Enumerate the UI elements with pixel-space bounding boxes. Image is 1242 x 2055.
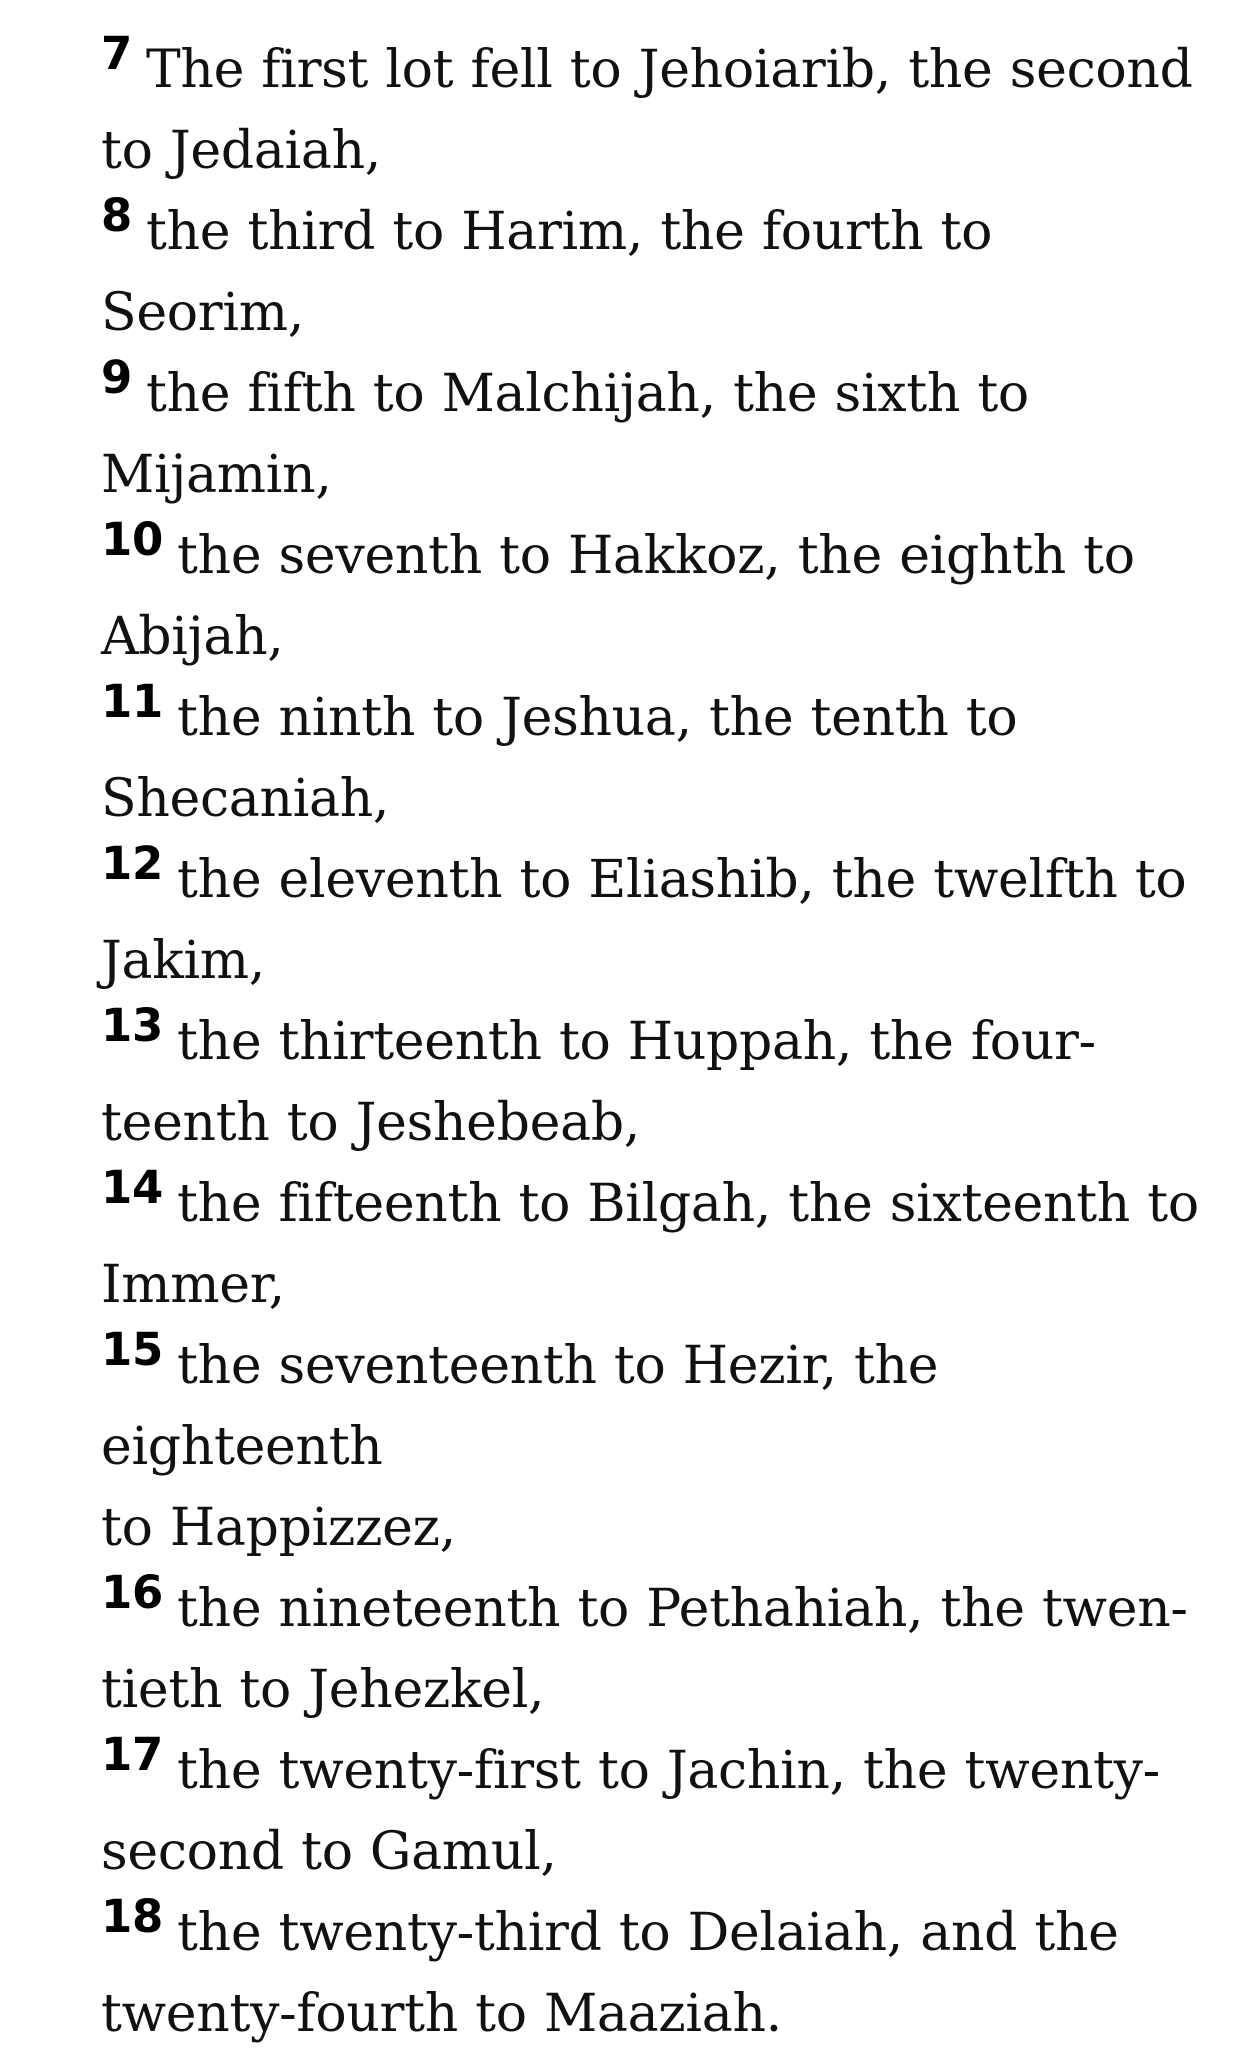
verse-12 [101,837,1201,1002]
verse-line: tieth to Jehezkel, [101,1660,545,1720]
scripture-reader [101,27,1201,2055]
verse-line: the eleventh to Eliashib, the twelfth to [177,850,1187,910]
verse-14 [101,1161,1201,1326]
verse-number: 10 [101,513,164,566]
verse-15 [101,1323,1201,1569]
verse-line: the twenty-first to Jachin, the twenty- [177,1741,1160,1801]
verse-8 [101,189,1201,354]
verse-number: 9 [101,351,133,404]
verse-line: teenth to Jeshebeab, [101,1093,641,1153]
verse-line: to Happizzez, [101,1498,456,1558]
verse-line: the seventh to Hakkoz, the eighth to [177,526,1135,586]
verse-13 [101,999,1201,1164]
verse-number: 14 [101,1161,164,1214]
verse-number: 16 [101,1566,164,1619]
verse-line: the fifth to Malchijah, the sixth to [146,364,1029,424]
verse-7 [101,27,1201,192]
verse-10 [101,513,1201,678]
verse-line: Immer, [101,1255,285,1315]
verse-number: 13 [101,999,164,1052]
verse-line: the thirteenth to Huppah, the four- [177,1012,1096,1072]
verse-line: the third to Harim, the fourth to Seorim, [101,202,993,343]
verse-number: 17 [101,1728,164,1781]
verse-18 [101,1890,1201,2055]
verse-11 [101,675,1201,840]
verse-number: 7 [101,27,133,80]
verse-line: the seventeenth to Hezir, the eighteenth [101,1336,939,1477]
verse-line: The first lot fell to Jehoiarib, the second [146,40,1193,100]
verse-line: Jakim, [101,931,266,991]
verse-line: to Jedaiah, [101,121,381,181]
verse-line: the twenty-third to Delaiah, and the [177,1903,1119,1963]
verse-number: 12 [101,837,164,890]
verse-17 [101,1728,1201,1893]
verse-line: twenty-fourth to Maaziah. [101,1984,782,2044]
verse-line: the ninth to Jeshua, the tenth to [177,688,1018,748]
verse-line: Mijamin, [101,445,332,505]
verse-line: Abijah, [101,607,284,667]
verse-number: 8 [101,189,133,242]
verse-line: Shecaniah, [101,769,390,829]
verse-16 [101,1566,1201,1731]
verse-9 [101,351,1201,516]
verse-line: the fifteenth to Bilgah, the sixteenth to [177,1174,1199,1234]
verse-number: 18 [101,1890,164,1943]
verse-line: the nineteenth to Pethahiah, the twen- [177,1579,1188,1639]
verse-number: 11 [101,675,164,728]
verse-number: 15 [101,1323,164,1376]
verse-line: second to Gamul, [101,1822,557,1882]
